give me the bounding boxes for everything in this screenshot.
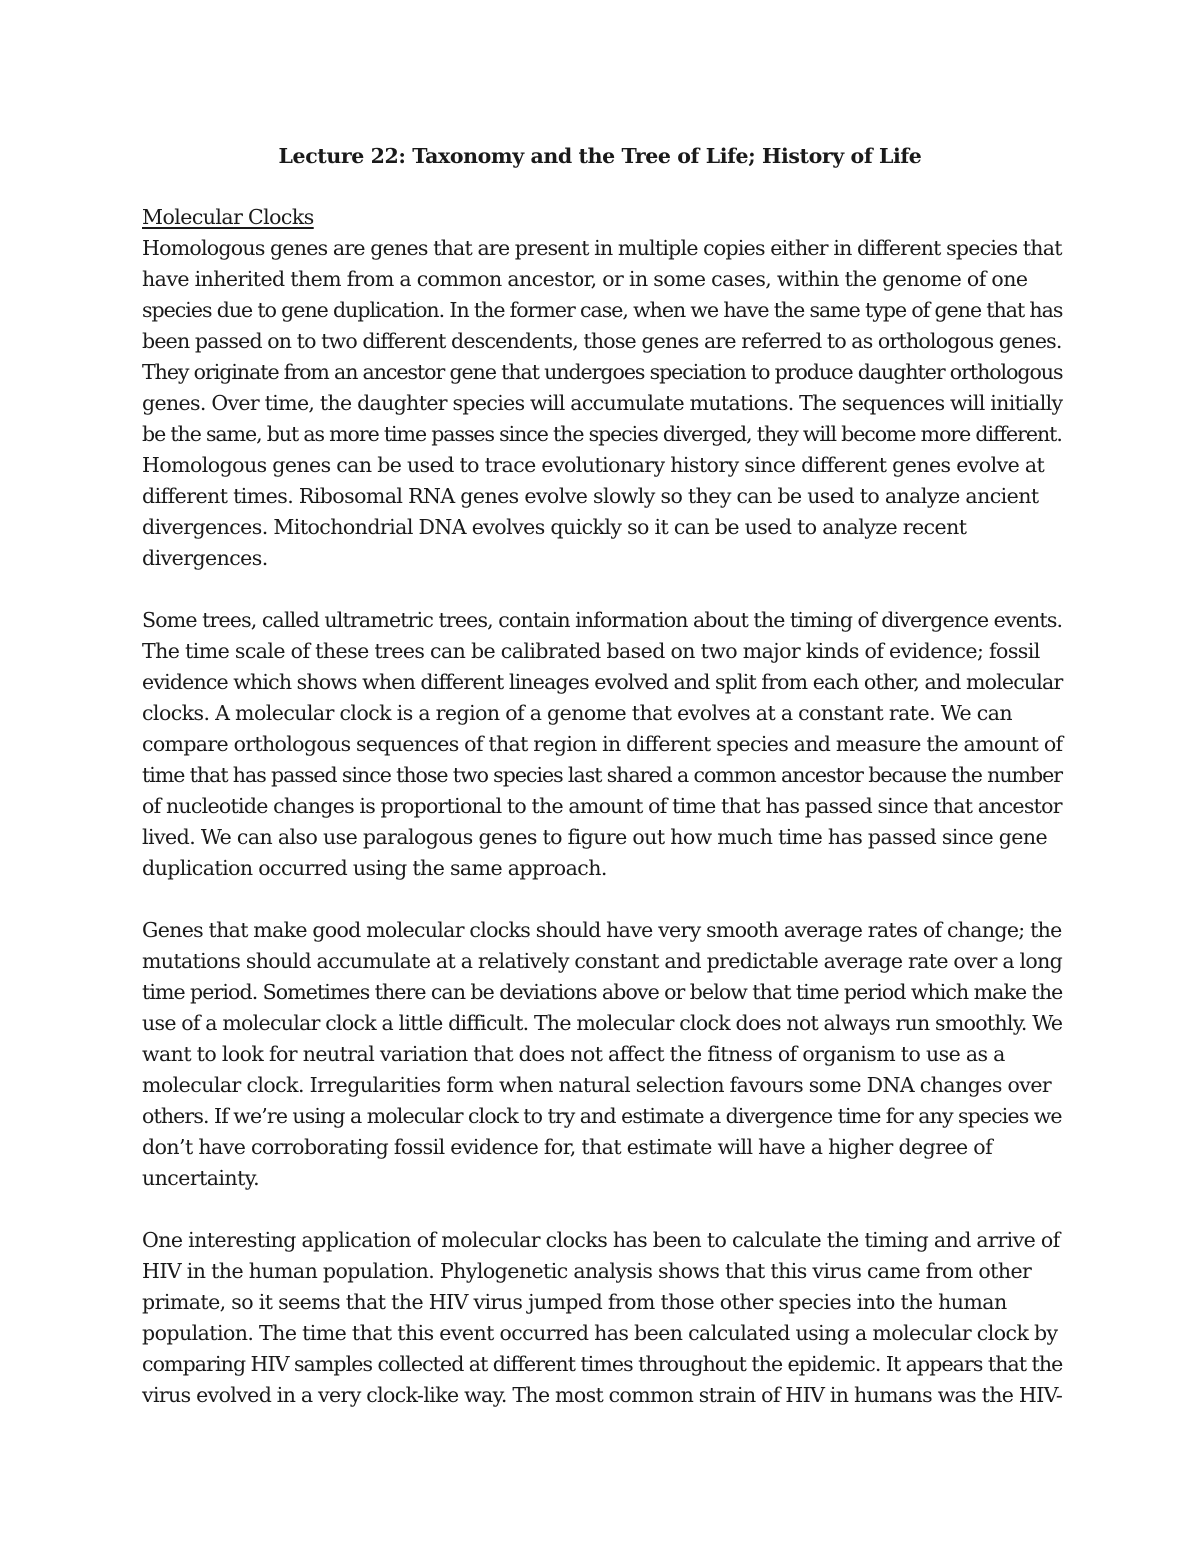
text-line: use of a molecular clock a little difficult. The molecular clock does not always run smoothly. We: [142, 1011, 1063, 1035]
text-line: They originate from an ancestor gene that undergoes speciation to produce daughter orthologous: [142, 360, 1063, 384]
text-line: population. The time that this event occurred has been calculated using a molecular clock by: [142, 1321, 1058, 1345]
text-line: virus evolved in a very clock-like way. The most common strain of HIV in humans was the HIV-: [142, 1383, 1063, 1407]
paragraph-ultrametric-trees: [142, 605, 1062, 884]
text-line: evidence which shows when different lineages evolved and split from each other, and molecular: [142, 670, 1063, 694]
text-line: The time scale of these trees can be calibrated based on two major kinds of evidence; fossil: [142, 639, 1040, 663]
paragraph-homologous-genes: [142, 233, 1062, 574]
text-line: lived. We can also use paralogous genes to figure out how much time has passed since gene: [142, 825, 1048, 849]
text-line: divergences. Mitochondrial DNA evolves quickly so it can be used to analyze recent: [142, 515, 967, 539]
text-line: been passed on to two different descendents, those genes are referred to as orthologous genes.: [142, 329, 1062, 353]
text-line: One interesting application of molecular clocks has been to calculate the timing and arrive of: [142, 1228, 1060, 1252]
paragraph-good-molecular-clocks: [142, 915, 1062, 1194]
text-line: genes. Over time, the daughter species will accumulate mutations. The sequences will initially: [142, 391, 1063, 415]
text-line: species due to gene duplication. In the former case, when we have the same type of gene that has: [142, 298, 1063, 322]
text-line: Homologous genes are genes that are present in multiple copies either in different species that: [142, 236, 1062, 260]
text-line: duplication occurred using the same approach.: [142, 856, 607, 880]
text-line: compare orthologous sequences of that region in different species and measure the amount of: [142, 732, 1063, 756]
text-line: divergences.: [142, 546, 268, 570]
document-body: [142, 202, 1062, 1442]
text-line: others. If we’re using a molecular clock to try and estimate a divergence time for any species we: [142, 1104, 1062, 1128]
text-line: have inherited them from a common ancestor, or in some cases, within the genome of one: [142, 267, 1028, 291]
text-line: of nucleotide changes is proportional to the amount of time that has passed since that ancestor: [142, 794, 1062, 818]
text-line: be the same, but as more time passes since the species diverged, they will become more different.: [142, 422, 1062, 446]
paragraph-hiv-application: [142, 1225, 1062, 1411]
text-line: don’t have corroborating fossil evidence for, that estimate will have a higher degree of: [142, 1135, 993, 1159]
text-line: comparing HIV samples collected at different times throughout the epidemic. It appears that the: [142, 1352, 1063, 1376]
text-line: Homologous genes can be used to trace evolutionary history since different genes evolve at: [142, 453, 1045, 477]
text-line: HIV in the human population. Phylogenetic analysis shows that this virus came from other: [142, 1259, 1032, 1283]
text-line: Some trees, called ultrametric trees, contain information about the timing of divergence events.: [142, 608, 1063, 632]
text-line: primate, so it seems that the HIV virus jumped from those other species into the human: [142, 1290, 1007, 1314]
text-line: molecular clock. Irregularities form when natural selection favours some DNA changes over: [142, 1073, 1052, 1097]
text-line: want to look for neutral variation that does not affect the fitness of organism to use as a: [142, 1042, 1005, 1066]
text-line: mutations should accumulate at a relatively constant and predictable average rate over a long: [142, 949, 1063, 973]
text-line: different times. Ribosomal RNA genes evolve slowly so they can be used to analyze ancient: [142, 484, 1039, 508]
page-title: Lecture 22: Taxonomy and the Tree of Life; History of Life: [278, 144, 922, 168]
text-line: uncertainty.: [142, 1166, 260, 1190]
section-heading: Molecular Clocks: [142, 205, 314, 229]
text-line: time that has passed since those two species last shared a common ancestor because the number: [142, 763, 1063, 787]
text-line: clocks. A molecular clock is a region of a genome that evolves at a constant rate. We can: [142, 701, 1013, 725]
text-line: time period. Sometimes there can be deviations above or below that time period which make the: [142, 980, 1063, 1004]
text-line: Genes that make good molecular clocks should have very smooth average rates of change; the: [142, 918, 1062, 942]
